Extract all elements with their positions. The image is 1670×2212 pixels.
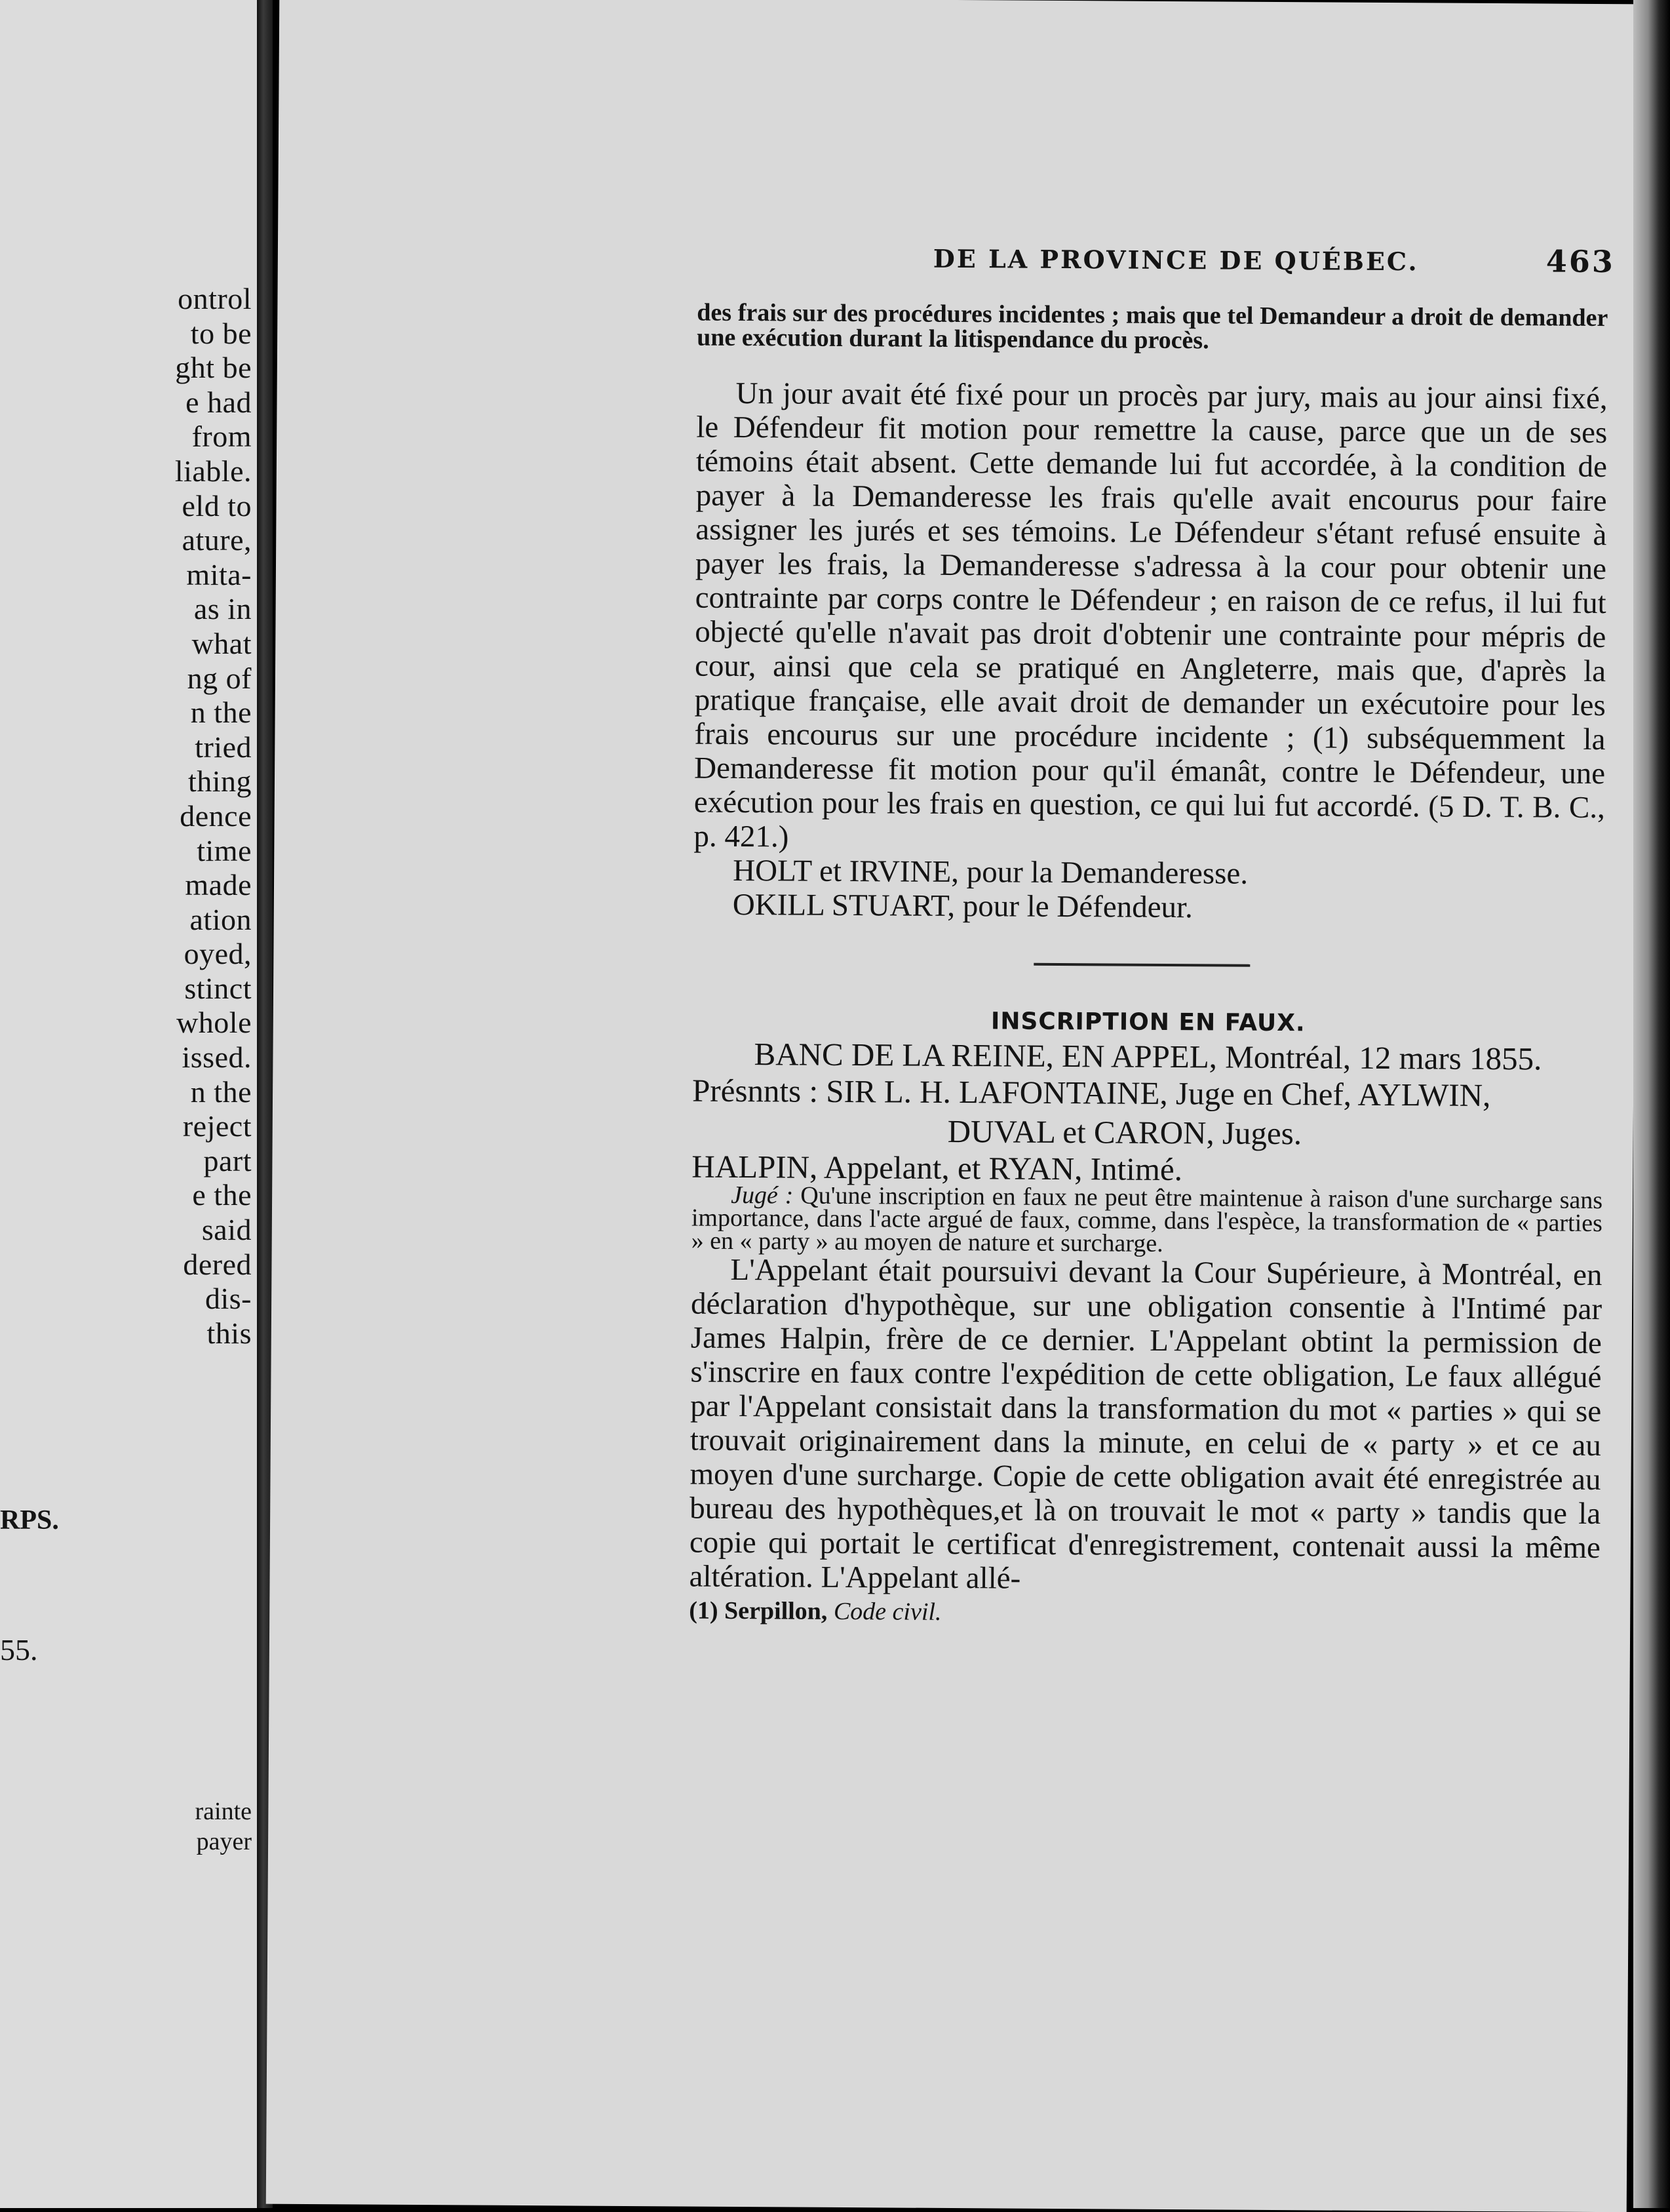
court-line: BANC DE LA REINE, EN APPEL, Montréal, 12 mars 1855. — [754, 1036, 1542, 1077]
holding-text: Qu'une inscription en faux ne peut être maintenue à raison d'une surcharge sans importance, dans l'acte argué de faux, comme, dans l'espèce, la transformation de « parties » en « party » au moyen de nature et surcharge. — [691, 1181, 1603, 1257]
left-page-line: n the — [190, 696, 252, 730]
left-page-line: thing — [187, 764, 252, 799]
left-page-text-fragments — [175, 282, 252, 1351]
left-page-line: what — [191, 626, 252, 660]
left-page-line: part — [203, 1143, 252, 1177]
page-content — [689, 300, 1608, 1633]
judges-line-2: DUVAL et CARON, Juges. — [947, 1113, 1302, 1152]
left-footer-line: payer — [196, 1828, 252, 1855]
left-page-line: n the — [190, 1075, 252, 1109]
case-paragraph-text: Un jour avait été fixé pour un procès par jury, mais au jour ainsi fixé, le Défendeur fit motion pour remettre la cause, parce que un de ses témoins était absent. Cette demande lui fut accordée, à la condition de payer à la Demanderesse les frais qu'elle avait encourus pour faire assigner les jurés et ses témoins. Le Défendeur s'étant refusé ensuite à payer les frais, la Demanderesse s'adressa à la cour pour obtenir une contrainte par corps contre le Défendeur ; en raison de ce refus, il lui fut objecté qu'elle n'avait pas droit d'obtenir une contrainte pour mépris de cour, ainsi que cela se pratiqué en Angleterre, mais que, d'après la pratique française, elle avait droit de demander un exécutoire pour les frais encourus sur une procédure incidente ; (1) subséquemment la Demanderesse fit motion pour qu'il émanât, contre le Défendeur, une exécution pour les frais en question, ce qui lui fut accordé. — [693, 376, 1608, 824]
holding-summary — [691, 1181, 1603, 1258]
left-page-line: eld to — [182, 488, 252, 523]
judges-present — [692, 1071, 1604, 1155]
citation: (5 D. T. B. C., p. 421.) — [693, 789, 1605, 854]
running-title: DE LA PROVINCE DE QUÉBEC. — [933, 243, 1419, 277]
left-page-line: ature, — [182, 523, 252, 557]
parties-line: HALPIN, Appelant, et RYAN, Intimé. — [691, 1148, 1183, 1188]
left-page-bold-fragment: RPS. — [0, 1505, 59, 1535]
left-page-line: dered — [183, 1247, 252, 1281]
left-page-line: reject — [182, 1109, 252, 1143]
left-page-year-fragment: 55. — [0, 1633, 38, 1667]
left-page-line: as in — [193, 592, 252, 626]
left-page-line: stinct — [184, 971, 252, 1005]
left-page-line: e the — [192, 1178, 252, 1212]
left-page-line: tried — [195, 730, 252, 764]
counsel-defendant: OKILL STUART, pour le Défendeur. — [732, 887, 1193, 925]
left-page-line: to be — [190, 316, 252, 350]
left-page-footer-fragments — [195, 1796, 252, 1857]
left-page-line: e had — [185, 385, 252, 419]
counsel-plaintiff: HOLT et IRVINE, pour la Demanderesse. — [733, 853, 1249, 891]
facts-paragraph: L'Appelant était poursuivi devant la Cour Supérieure, à Montréal, en déclaration d'hypothèque, sur une obligation consentie à l'Intimé par James Halpin, frère de ce dernier. L'Appelant obtint la permission de s'inscrire en faux contre l'expédition de cette obligation, Le faux allégué par l'Appelant consistait dans la transformation du mot « parties » qui se trouvait originairement dans la minute, en celui de « party » et ce au moyen d'une surcharge. Copie de cette obligation avait été enregistrée au bureau des hypothèques,et là on trouvait le mot « party » tandis que la copie qui portait le certificat d'enregistrement, contenait aussi la même altération. L'Appelant allé- — [689, 1252, 1602, 1596]
left-page-line: this — [206, 1316, 252, 1350]
footnote-marker: (1) Serpillon, — [689, 1596, 828, 1625]
footnote-source: Code civil. — [833, 1597, 942, 1626]
left-facing-page — [0, 0, 257, 2208]
judges-line-1: Présnnts : SIR L. H. LAFONTAINE, Juge en Chef, AYLWIN, — [691, 1072, 1491, 1114]
left-page-line: ontrol — [178, 282, 252, 315]
main-page — [266, 0, 1641, 2212]
left-page-line: dence — [180, 799, 252, 833]
running-header — [645, 242, 1616, 280]
left-page-line: liable. — [174, 454, 252, 488]
page-number: 463 — [1545, 243, 1616, 280]
page-edge-shadow — [1633, 0, 1670, 2208]
left-page-line: ght be — [175, 351, 252, 385]
case-title: INSCRIPTION EN FAUX. — [990, 1008, 1306, 1037]
left-page-line: ng of — [187, 661, 252, 695]
case-paragraph — [693, 376, 1607, 859]
left-page-line: ation — [189, 902, 252, 936]
left-footer-line: rainte — [195, 1798, 252, 1825]
carryover-paragraph: des frais sur des procédures incidentes ; mais que tel Demandeur a droit de demander une exécution durant la litispendance du procès. — [697, 298, 1608, 355]
left-page-line: whole — [176, 1006, 252, 1040]
left-page-line: time — [197, 833, 252, 867]
left-page-line: from — [191, 420, 252, 454]
left-page-line: issed. — [182, 1040, 252, 1075]
left-page-line: made — [185, 868, 252, 902]
holding-label: Jugé : — [731, 1181, 794, 1210]
section-divider — [1034, 963, 1250, 967]
left-page-line: said — [201, 1213, 252, 1247]
footnote — [689, 1594, 1600, 1633]
left-page-line: mita- — [186, 557, 252, 591]
left-page-line: dis- — [205, 1282, 252, 1316]
left-page-line: oyed, — [184, 937, 252, 971]
